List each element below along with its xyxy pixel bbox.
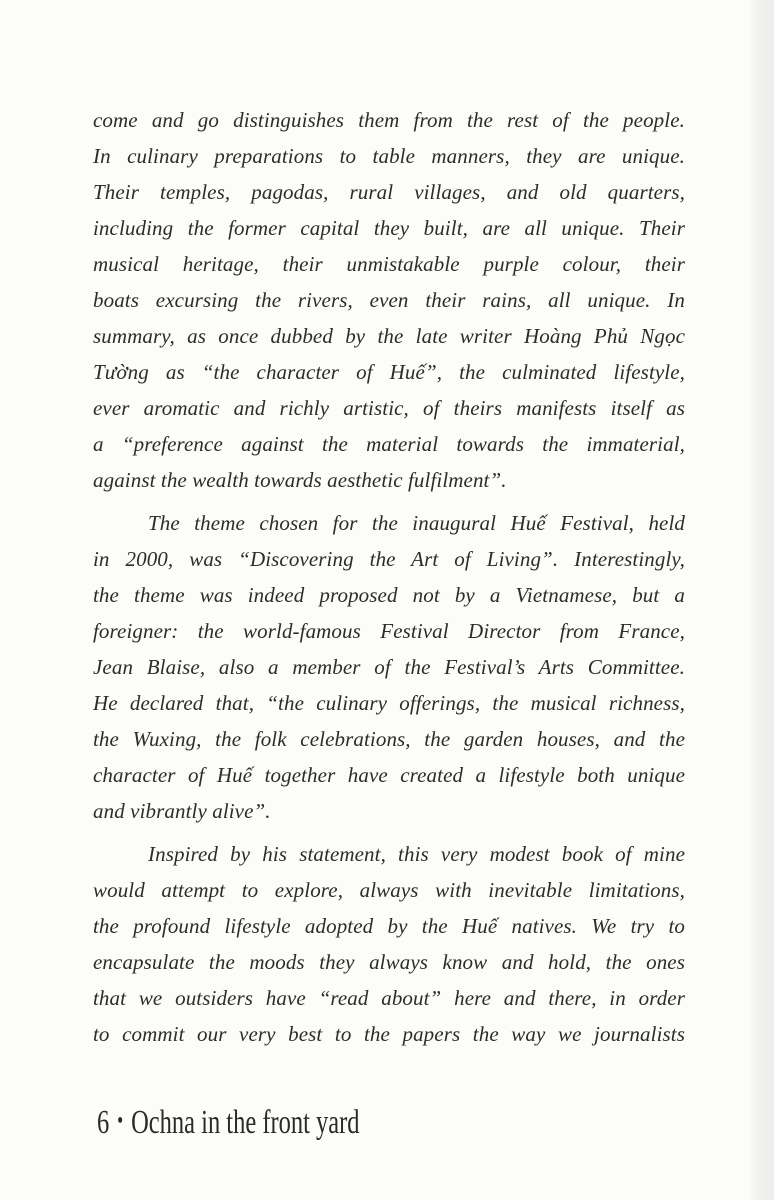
text-line: foreigner: the world-famous Festival Director from France, bbox=[93, 619, 685, 643]
text-line: Their temples, pagodas, rural villages, and old quarters, bbox=[93, 180, 685, 204]
text-line: against the wealth towards aesthetic fulfilment”. bbox=[93, 468, 507, 492]
text-line: including the former capital they built, are all unique. Their bbox=[93, 216, 685, 240]
page-number: 6 bbox=[97, 1104, 110, 1141]
paragraph bbox=[93, 836, 685, 1052]
running-footer bbox=[97, 1103, 360, 1143]
text-line: ever aromatic and richly artistic, of theirs manifests itself as bbox=[93, 396, 685, 420]
text-line: Tường as “the character of Huế”, the culminated lifestyle, bbox=[93, 360, 685, 384]
page-footer bbox=[97, 1103, 462, 1143]
text-line: to commit our very best to the papers the way we journalists bbox=[93, 1022, 685, 1046]
text-line: would attempt to explore, always with inevitable limitations, bbox=[93, 878, 685, 902]
text-line: He declared that, “the culinary offerings, the musical richness, bbox=[93, 691, 685, 715]
text-line: character of Huế together have created a lifestyle both unique bbox=[93, 763, 685, 787]
text-line: come and go distinguishes them from the rest of the people. bbox=[93, 108, 685, 132]
footer-book-title: Ochna in the front yard bbox=[131, 1104, 360, 1141]
text-line: the profound lifestyle adopted by the Huế natives. We try to bbox=[93, 914, 685, 938]
text-line: a “preference against the material towards the immaterial, bbox=[93, 432, 685, 456]
text-line: Inspired by his statement, this very modest book of mine bbox=[148, 842, 685, 866]
text-line: boats excursing the rivers, even their rains, all unique. In bbox=[93, 288, 685, 312]
bullet-separator: • bbox=[117, 1108, 124, 1134]
text-line: In culinary preparations to table manners, they are unique. bbox=[93, 144, 685, 168]
text-line: that we outsiders have “read about” here and there, in order bbox=[93, 986, 685, 1010]
page-text bbox=[93, 102, 685, 1052]
paragraph bbox=[93, 102, 685, 498]
scan-edge-shadow bbox=[748, 0, 774, 1200]
text-line: in 2000, was “Discovering the Art of Living”. Interestingly, bbox=[93, 547, 685, 571]
text-line: and vibrantly alive”. bbox=[93, 799, 271, 823]
text-line: the theme was indeed proposed not by a Vietnamese, but a bbox=[93, 583, 685, 607]
text-line: summary, as once dubbed by the late writer Hoàng Phủ Ngọc bbox=[93, 324, 685, 348]
paragraph bbox=[93, 505, 685, 829]
text-line: encapsulate the moods they always know and hold, the ones bbox=[93, 950, 685, 974]
text-line: The theme chosen for the inaugural Huế Festival, held bbox=[148, 511, 685, 535]
text-line: the Wuxing, the folk celebrations, the garden houses, and the bbox=[93, 727, 685, 751]
text-line: musical heritage, their unmistakable purple colour, their bbox=[93, 252, 685, 276]
text-line: Jean Blaise, also a member of the Festival’s Arts Committee. bbox=[93, 655, 685, 679]
